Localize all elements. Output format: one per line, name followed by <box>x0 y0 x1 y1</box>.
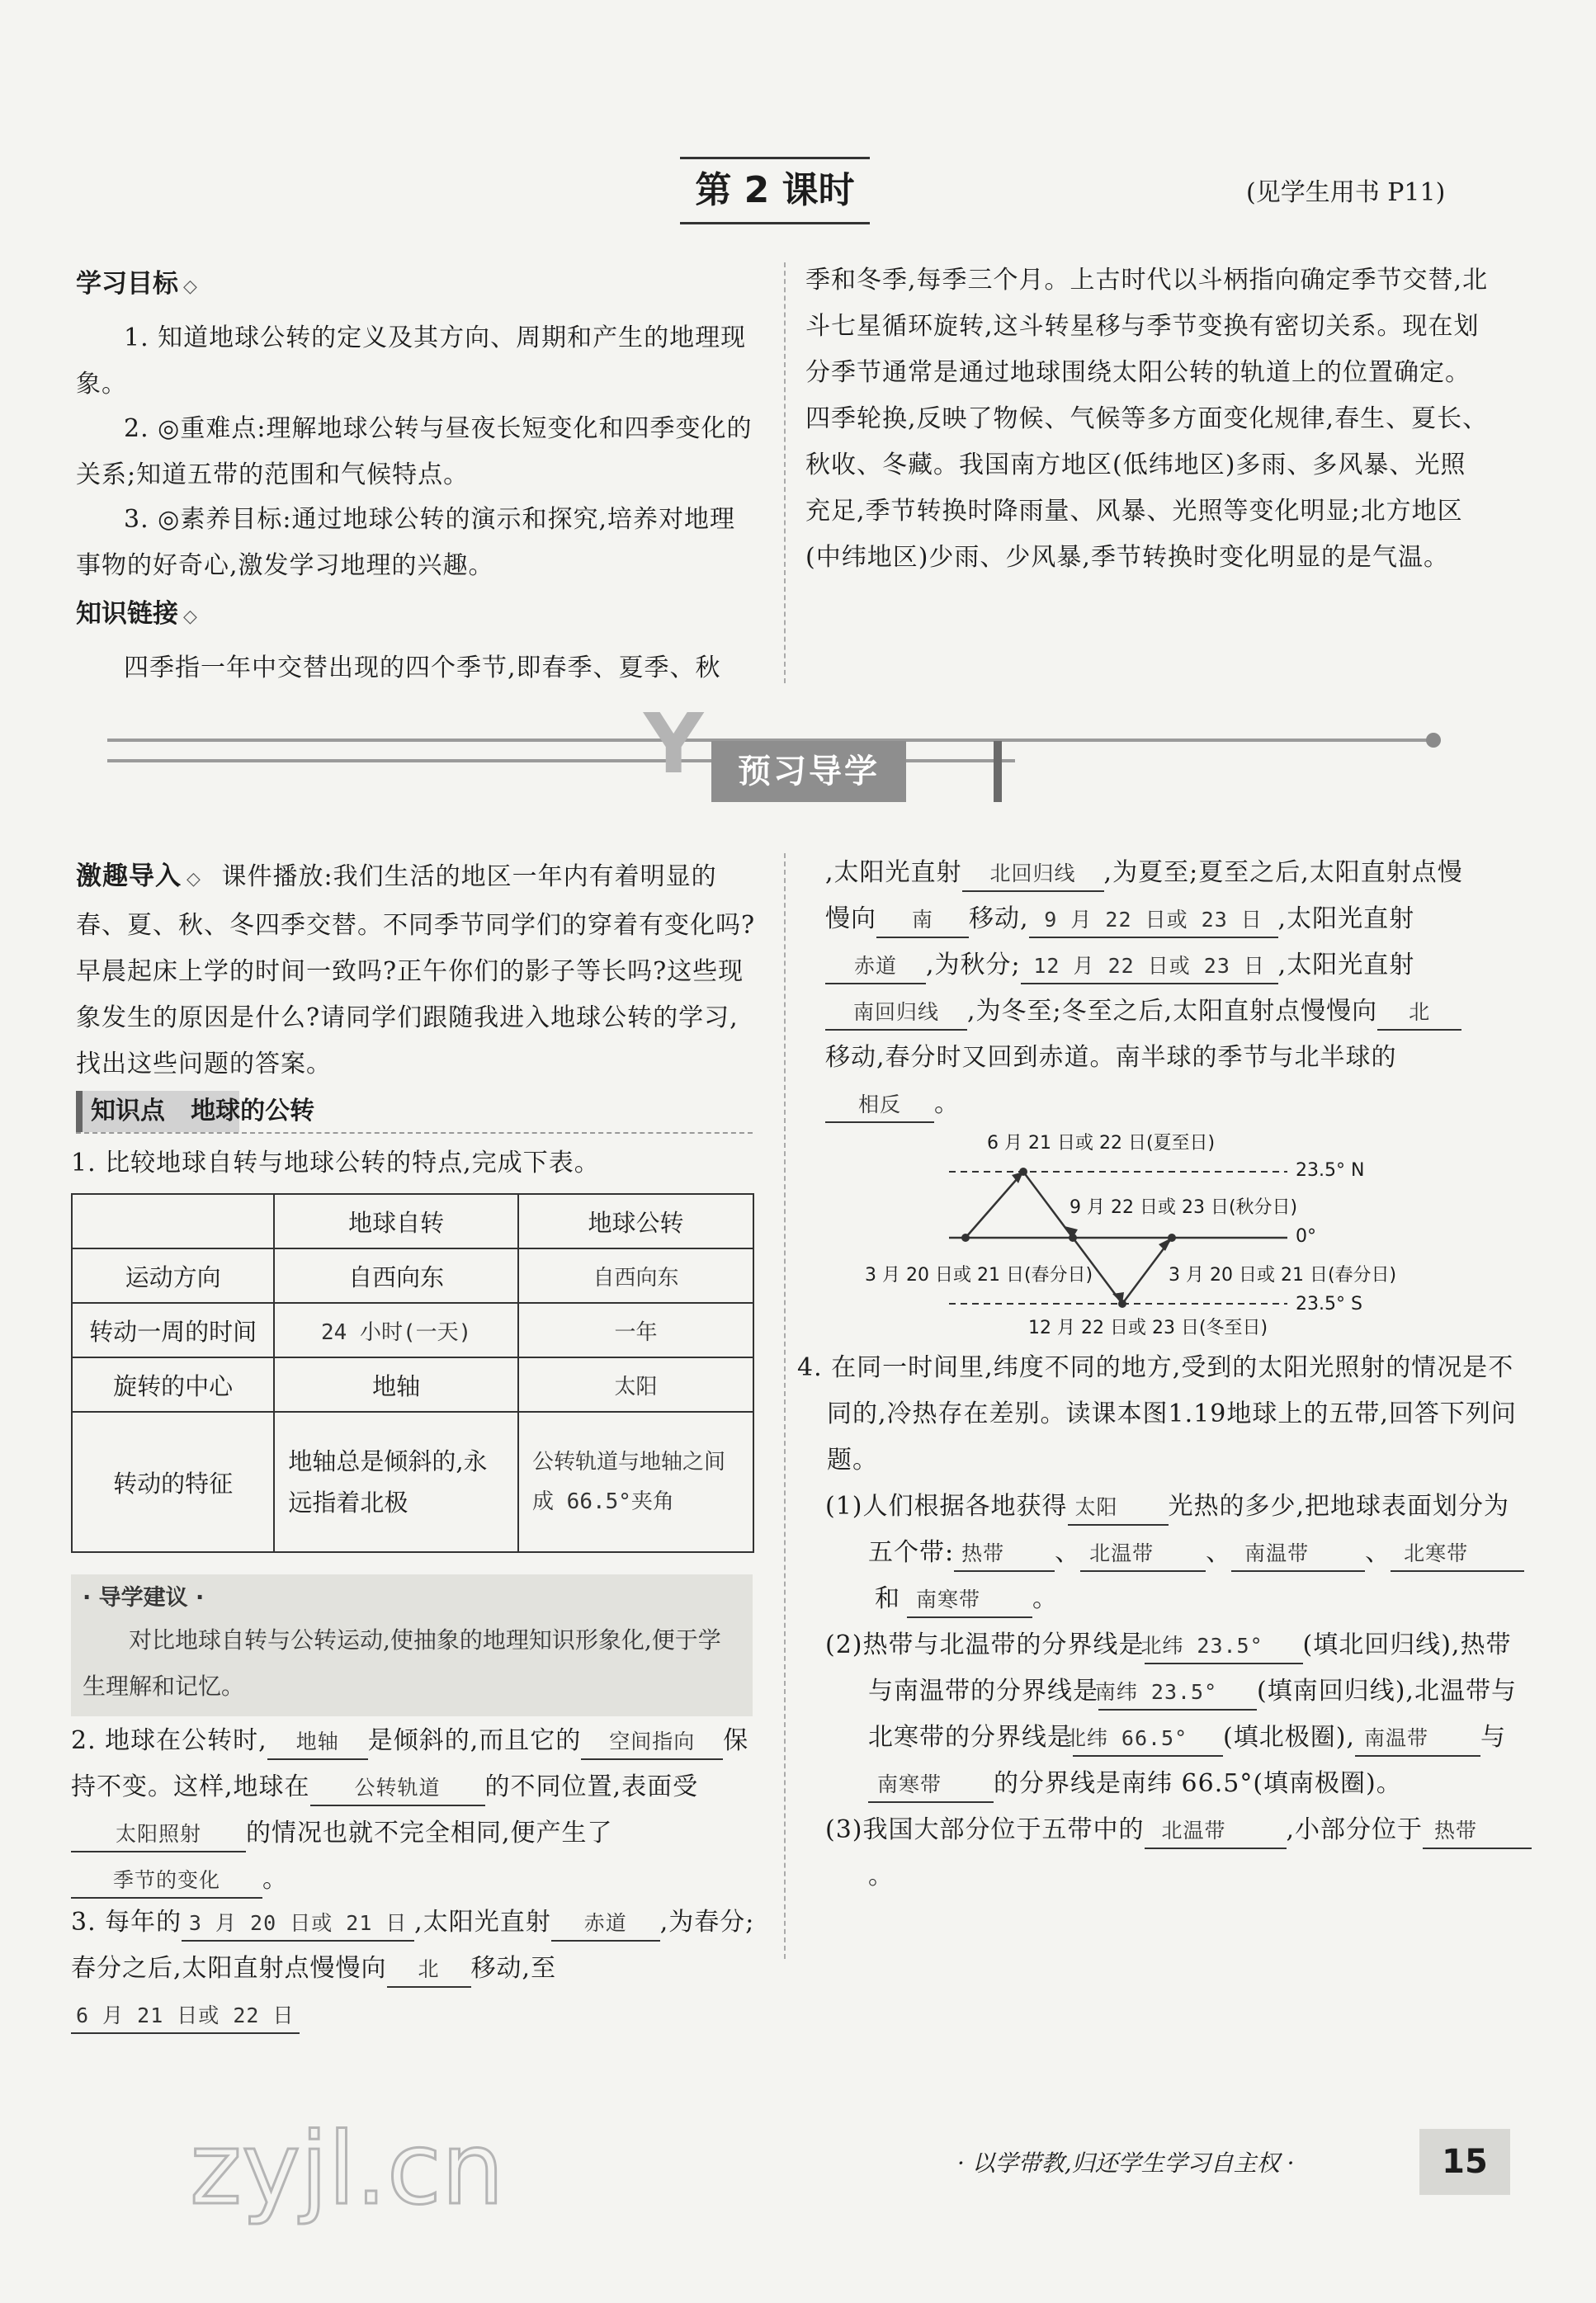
q3-text: 。 <box>934 1089 960 1118</box>
q4-answer: 北纬 23.5° <box>1145 1630 1303 1664</box>
q2-text: 2. 地球在公转时, <box>71 1726 267 1755</box>
intro-text: 课件播放:我们生活的地区一年内有着明显的春、夏、秋、冬四季交替。不同季节同学们的穿着有变化吗?早晨起床上学的时间一致吗?正午你们的影子等长吗?这些现象发生的原因是什么?请同学们跟随我进入地球公转的学习,找出这些问题的答案。 <box>76 862 756 1078</box>
q2-answer: 季节的变化 <box>71 1864 262 1899</box>
table-answer-cell: 太阳 <box>518 1357 753 1412</box>
comparison-table <box>71 1193 754 1553</box>
q4-answer: 北寒带 <box>1391 1537 1524 1572</box>
q4-answer: 北温带 <box>1080 1537 1206 1572</box>
column-divider-bottom <box>784 853 786 1959</box>
label-summer-solstice: 6 月 21 日或 22 日(夏至日) <box>987 1133 1216 1154</box>
table-header-cell <box>72 1194 274 1248</box>
table-row-label: 旋转的中心 <box>72 1357 274 1412</box>
goals-heading <box>76 262 197 300</box>
table-answer-cell: 一年 <box>518 1303 753 1357</box>
knowledge-tag <box>76 1091 314 1132</box>
point-summer <box>1019 1168 1027 1176</box>
table-header-cell: 地球自转 <box>274 1194 518 1248</box>
knowledge-tag-label: 知识点 <box>91 1097 165 1126</box>
q3-text: ,为夏至;夏至之后,太阳直射点慢慢向 <box>825 858 1463 933</box>
banner-letter: Y <box>644 696 704 792</box>
q4-answer: 南温带 <box>1355 1722 1480 1757</box>
q4-text: (3)我国大部分位于五带中的 <box>825 1815 1145 1844</box>
intro-block <box>76 853 761 1088</box>
q3-text: ,太阳光直射 <box>1277 951 1415 979</box>
q4-text: 。 <box>868 1862 894 1890</box>
q4-text: ,小部分位于 <box>1286 1815 1424 1844</box>
column-divider-top <box>784 262 786 683</box>
question-3-right <box>825 850 1485 1127</box>
knowledge-title: 地球的公转 <box>191 1097 315 1126</box>
table-row-label: 转动一周的时间 <box>72 1303 274 1357</box>
diamond-icon: ◇ <box>183 606 197 627</box>
q3-text: ,为春分;春分之后,太阳直射点慢慢向 <box>71 1908 755 1983</box>
q2-answer: 公转轨道 <box>310 1772 485 1806</box>
q4-answer: 北纬 66.5° <box>1073 1722 1223 1757</box>
q4-answer: 南温带 <box>1231 1537 1365 1572</box>
q4-text: (填北极圈), <box>1223 1723 1355 1752</box>
banner-dot <box>1426 733 1441 748</box>
lesson-title: 第 2 课时 <box>695 169 855 211</box>
table-cell: 地轴 <box>274 1357 518 1412</box>
q3-text: 移动, <box>969 904 1029 933</box>
q4-answer: 太阳 <box>1068 1491 1169 1526</box>
label-lat-south: 23.5° S <box>1296 1294 1362 1314</box>
diamond-icon: ◇ <box>183 276 197 297</box>
table-answer-cell: 24 小时(一天) <box>274 1303 518 1357</box>
q2-text: 是倾斜的,而且它的 <box>367 1726 582 1755</box>
suggestion-box <box>71 1574 753 1716</box>
book-reference: (见学生用书 P11) <box>1246 178 1446 207</box>
q4-answer: 南纬 23.5° <box>1098 1676 1257 1711</box>
q3-text: ,太阳光直射 <box>1277 904 1415 933</box>
goals-heading-text: 学习目标 <box>76 269 178 299</box>
q3-answer: 12 月 22 日或 23 日 <box>1021 950 1278 984</box>
label-spring-right: 3 月 20 日或 21 日(春分日) <box>1169 1265 1397 1286</box>
label-winter-solstice: 12 月 22 日或 23 日(冬至日) <box>1028 1318 1268 1338</box>
q3-answer: 南回归线 <box>825 996 967 1031</box>
table-answer-cell: 自西向东 <box>518 1248 753 1303</box>
q4-text: 光热的多少,把地球表面划分为五个带: <box>868 1492 1510 1567</box>
q3-text: 移动,至 <box>470 1954 557 1983</box>
q4-answer: 南寒带 <box>907 1583 1032 1618</box>
q3-text: 移动,春分时又回到赤道。南半球的季节与北半球的 <box>825 1043 1397 1072</box>
table-cell: 地轴总是倾斜的,永远指着北极 <box>274 1412 518 1552</box>
q4-answer: 热带 <box>1423 1815 1532 1849</box>
question-2 <box>71 1718 756 1903</box>
label-autumn-equinox: 9 月 22 日或 23 日(秋分日) <box>1070 1197 1298 1218</box>
label-equator: 0° <box>1296 1226 1316 1247</box>
link-heading-text: 知识链接 <box>76 599 178 629</box>
intro-heading-text: 激趣导入 <box>76 861 182 891</box>
banner-end-bar <box>994 741 1002 802</box>
table-answer-cell: 公转轨道与地轴之间成 66.5°夹角 <box>518 1412 753 1552</box>
q3-text: ,为冬至;冬至之后,太阳直射点慢慢向 <box>967 997 1378 1026</box>
knowledge-underline <box>76 1132 753 1134</box>
link-text-right: 季和冬季,每季三个月。上古时代以斗柄指向确定季节交替,北斗七星循环旋转,这斗转星移与季节变换有密切关系。现在划分季节通常是通过地球围绕太阳公转的轨道上的位置确定。四季轮换,反映了物候、气候等多方面变化规律,春生、夏长、秋收、冬藏。我国南方地区(低纬地区)多雨、多风暴、光照充足,季节转换时降雨量、风暴、光照等变化明显;北方地区(中纬地区)少雨、少风暴,季节转换时变化明显的是气温。 <box>805 266 1489 572</box>
q4-text: 。 <box>1032 1584 1058 1613</box>
q3-text: ,为秋分; <box>926 951 1021 979</box>
q4-answer: 热带 <box>954 1537 1055 1572</box>
q3-answer: 6 月 21 日或 22 日 <box>71 1999 300 2034</box>
footer-motto: · 以学带教,归还学生学习自主权 · <box>957 2150 1295 2177</box>
point-spring-right <box>1168 1234 1176 1242</box>
q3-answer: 3 月 20 日或 21 日 <box>182 1907 414 1942</box>
suggestion-text: 对比地球自转与公转运动,使抽象的地理知识形象化,便于学生理解和记忆。 <box>83 1626 721 1700</box>
q4-text: 、 <box>1365 1538 1391 1567</box>
goals-item-1: 1. 知道地球公转的定义及其方向、周期和产生的地理现象。 <box>76 323 747 399</box>
label-lat-north: 23.5° N <box>1296 1160 1365 1181</box>
intro-heading <box>76 861 201 891</box>
table-cell: 自西向东 <box>274 1248 518 1303</box>
q4-text: 与 <box>1480 1723 1506 1752</box>
q2-text: 的情况也就不完全相同,便产生了 <box>246 1819 613 1848</box>
q3-answer: 北 <box>1377 996 1461 1031</box>
q4-text: (填南回归线),北温带与北寒带的分界线是 <box>868 1677 1517 1752</box>
q4-text: (填北回归线),热带与南温带的分界线是 <box>868 1631 1512 1706</box>
q2-text: 保持不变。这样,地球在 <box>71 1726 749 1801</box>
label-spring-left: 3 月 20 日或 21 日(春分日) <box>865 1265 1093 1286</box>
page-number: 15 <box>1442 2143 1488 2181</box>
q4-text: (2)热带与北温带的分界线是 <box>825 1631 1145 1659</box>
diamond-icon: ◇ <box>187 869 201 890</box>
question-1: 1. 比较地球自转与地球公转的特点,完成下表。 <box>71 1149 600 1177</box>
q3-answer: 北回归线 <box>962 857 1104 892</box>
table-row-label: 转动的特征 <box>72 1412 274 1552</box>
footer-page-box <box>1419 2129 1510 2195</box>
table-row-label: 运动方向 <box>72 1248 274 1303</box>
point-autumn <box>1069 1234 1077 1242</box>
q3-answer: 北 <box>387 1953 471 1988</box>
q3-text: ,太阳光直射 <box>414 1908 551 1937</box>
question-4-stem: 4. 在同一时间里,纬度不同的地方,受到的太阳光照射的情况是不同的,冷热存在差别。读课本图1.19地球上的五带,回答下列问题。 <box>797 1353 1517 1475</box>
q4-answer: 北温带 <box>1145 1815 1287 1849</box>
point-spring-left <box>961 1234 970 1242</box>
link-text-left: 四季指一年中交替出现的四个季节,即春季、夏季、秋 <box>124 654 721 682</box>
table-header-cell: 地球公转 <box>518 1194 753 1248</box>
suggestion-title: · 导学建议 · <box>83 1585 205 1611</box>
question-3-left <box>71 1900 756 2038</box>
banner-title: 预习导学 <box>738 753 880 790</box>
q2-text: 的不同位置,表面受 <box>484 1772 699 1801</box>
watermark: zyjl.cn <box>190 2112 504 2227</box>
q4-text: 、 <box>1055 1538 1081 1567</box>
q3-answer: 赤道 <box>825 950 926 984</box>
q4-text: (1)人们根据各地获得 <box>825 1492 1068 1521</box>
banner-title-box <box>711 741 906 802</box>
goals-item-3: 3. ◎素养目标:通过地球公转的演示和探究,培养对地理事物的好奇心,激发学习地理的兴趣。 <box>76 505 735 580</box>
q3-answer: 相反 <box>825 1088 934 1123</box>
question-4-part-3 <box>825 1807 1533 1900</box>
q4-text: 、 <box>1206 1538 1232 1567</box>
point-winter <box>1118 1300 1126 1308</box>
q4-answer: 南寒带 <box>868 1768 994 1803</box>
goals-item-2: 2. ◎重难点:理解地球公转与昼夜长短变化和四季变化的关系;知道五带的范围和气候特点。 <box>76 414 753 489</box>
lesson-title-box <box>680 157 870 224</box>
q3-answer: 9 月 22 日或 23 日 <box>1029 904 1278 938</box>
q2-text: 。 <box>262 1865 288 1894</box>
q4-text: 和 <box>875 1584 900 1613</box>
question-4-part-1 <box>825 1484 1533 1622</box>
q3-answer: 赤道 <box>551 1907 660 1942</box>
q4-text: 的分界线是南纬 66.5°(填南极圈)。 <box>994 1769 1402 1798</box>
q3-answer: 南 <box>876 904 969 938</box>
q2-answer: 太阳照射 <box>71 1818 246 1852</box>
question-4-part-2 <box>825 1622 1533 1807</box>
q3-text: ,太阳光直射 <box>825 858 962 887</box>
q3-text: 3. 每年的 <box>71 1908 182 1937</box>
link-heading <box>76 592 197 630</box>
q2-answer: 地轴 <box>267 1725 368 1760</box>
q2-answer: 空间指向 <box>581 1725 723 1760</box>
